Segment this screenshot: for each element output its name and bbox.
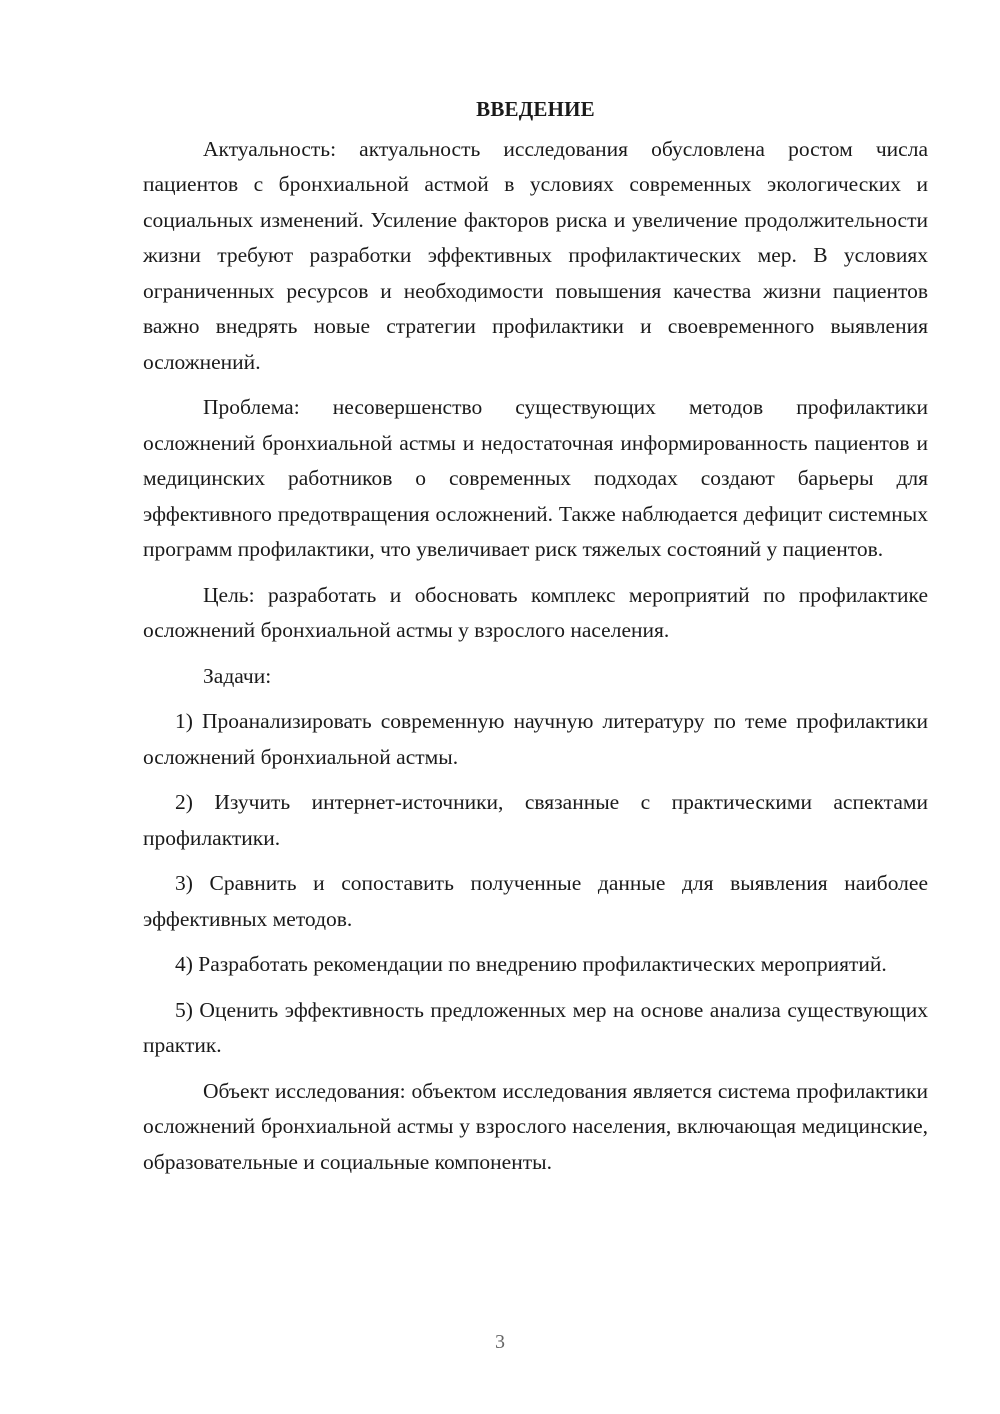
task-item-3: 3) Сравнить и сопоставить полученные данные для выявления наиболее эффективных методов. <box>143 871 928 931</box>
problem-paragraph: Проблема: несовершенство существующих методов профилактики осложнений бронхиальной астмы и недостаточная информированность пациентов и медицинских работников о современных подходах создают барьеры для эффективного предотвращения осложнений. Также наблюдается дефицит системных программ профилактики, что увеличивает риск тяжелых состояний у пациентов. <box>143 395 928 561</box>
task-item-1: 1) Проанализировать современную научную литературу по теме профилактики осложнений бронхиальной астмы. <box>143 709 928 769</box>
tasks-label: Задачи: <box>203 663 272 688</box>
relevance-paragraph: Актуальность: актуальность исследования обусловлена ростом числа пациентов с бронхиальной астмой в условиях современных экологических и социальных изменений. Усиление факторов риска и увеличение продолжительности жизни требуют разработки эффективных профилактических мер. В условиях ограниченных ресурсов и необходимости повышения качества жизни пациентов важно внедрять новые стратегии профилактики и своевременного выявления осложнений. <box>143 136 928 374</box>
page-number: 3 <box>495 1331 505 1353</box>
object-paragraph: Объект исследования: объектом исследования является система профилактики осложнений бронхиальной астмы у взрослого населения, включающая медицинские, образовательные и социальные компоненты. <box>143 1078 928 1174</box>
goal-paragraph: Цель: разработать и обосновать комплекс мероприятий по профилактике осложнений бронхиальной астмы у взрослого населения. <box>143 582 928 642</box>
task-item-4: 4) Разработать рекомендации по внедрению профилактических мероприятий. <box>175 952 887 976</box>
task-item-5: 5) Оценить эффективность предложенных мер на основе анализа существующих практик. <box>143 997 928 1057</box>
page-content <box>143 92 928 1190</box>
section-title: ВВЕДЕНИЕ <box>476 97 595 121</box>
task-item-2: 2) Изучить интернет-источники, связанные с практическими аспектами профилактики. <box>143 790 928 850</box>
